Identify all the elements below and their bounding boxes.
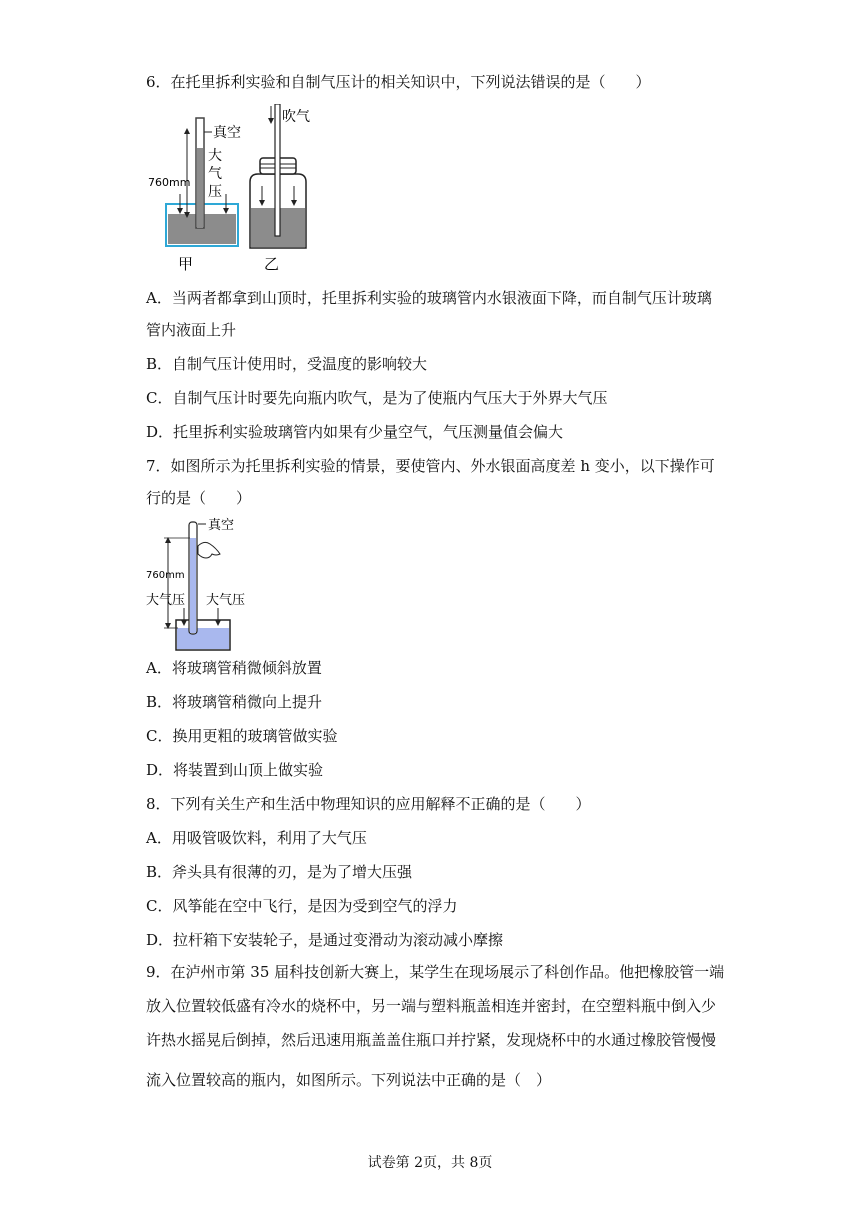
- jia-vacuum-label: 真空: [213, 125, 241, 141]
- q7-right-pressure-label: 大气压: [206, 593, 246, 608]
- q8-stem: 8．下列有关生产和生活中物理知识的应用解释不正确的是（ ）: [146, 795, 591, 813]
- jia-pressure-char-1: 大: [208, 148, 222, 164]
- jia-pressure-char-3: 压: [208, 184, 222, 200]
- q7-left-pressure-label: 大气压: [146, 593, 186, 608]
- q6-stem: 6．在托里拆利实验和自制气压计的相关知识中，下列说法错误的是（ ）: [146, 73, 651, 91]
- q7-option-b: B．将玻璃管稍微向上提升: [146, 693, 323, 711]
- page-footer: 试卷第 2页，共 8页: [367, 1155, 493, 1171]
- q6-option-b: B．自制气压计使用时，受温度的影响较大: [146, 355, 428, 373]
- yi-blow-label: 吹气: [282, 109, 310, 125]
- q9-stem-line4: 流入位置较高的瓶内，如图所示。下列说法中正确的是（ ）: [146, 1071, 552, 1089]
- q6-figure: [146, 104, 336, 280]
- q7-option-a: A．将玻璃管稍微倾斜放置: [146, 659, 322, 677]
- q7-vacuum-label: 真空: [208, 518, 235, 533]
- q7-option-c: C．换用更粗的玻璃管做实验: [146, 727, 338, 745]
- q8-option-b: B．斧头具有很薄的刃，是为了增大压强: [146, 863, 413, 881]
- q8-option-c: C．风筝能在空中飞行，是因为受到空气的浮力: [146, 897, 458, 915]
- jia-height-label: 760mm: [148, 176, 191, 189]
- jia-name-label: 甲: [178, 255, 194, 273]
- q6-option-c: C．自制气压计时要先向瓶内吹气，是为了使瓶内气压大于外界大气压: [146, 389, 608, 407]
- jia-pressure-char-2: 气: [208, 166, 222, 182]
- q9-stem-line2: 放入位置较低盛有冷水的烧杯中，另一端与塑料瓶盖相连并密封，在空塑料瓶中倒入少: [146, 997, 717, 1015]
- q6-option-a-line1: A．当两者都拿到山顶时，托里拆利实验的玻璃管内水银液面下降，而自制气压计玻璃: [146, 289, 712, 307]
- q6-option-a-line2: 管内液面上升: [146, 321, 237, 339]
- q7-stem-line1: 7．如图所示为托里拆利实验的情景，要使管内、外水银面高度差 h 变小，以下操作可: [146, 457, 715, 475]
- homemade-barometer-yi: [250, 104, 306, 248]
- q7-height-label: 760mm: [146, 570, 185, 581]
- q9-stem-line3: 许热水摇晃后倒掉，然后迅速用瓶盖盖住瓶口并拧紧，发现烧杯中的水通过橡胶管慢慢: [146, 1031, 717, 1049]
- torricelli-tube-setup: [164, 522, 230, 650]
- q8-option-a: A．用吸管吸饮料，利用了大气压: [146, 829, 367, 847]
- q8-option-d: D．拉杆箱下安装轮子，是通过变滑动为滚动减小摩擦: [146, 931, 504, 949]
- q9-stem-line1: 9．在泸州市第 35 届科技创新大赛上，某学生在现场展示了科创作品。他把橡胶管一端: [146, 963, 725, 981]
- q7-stem-line2: 行的是（ ）: [146, 489, 252, 507]
- q6-option-d: D．托里拆利实验玻璃管内如果有少量空气，气压测量值会偏大: [146, 423, 564, 441]
- q7-option-d: D．将装置到山顶上做实验: [146, 761, 324, 779]
- q7-figure: [146, 516, 256, 656]
- yi-name-label: 乙: [264, 255, 280, 273]
